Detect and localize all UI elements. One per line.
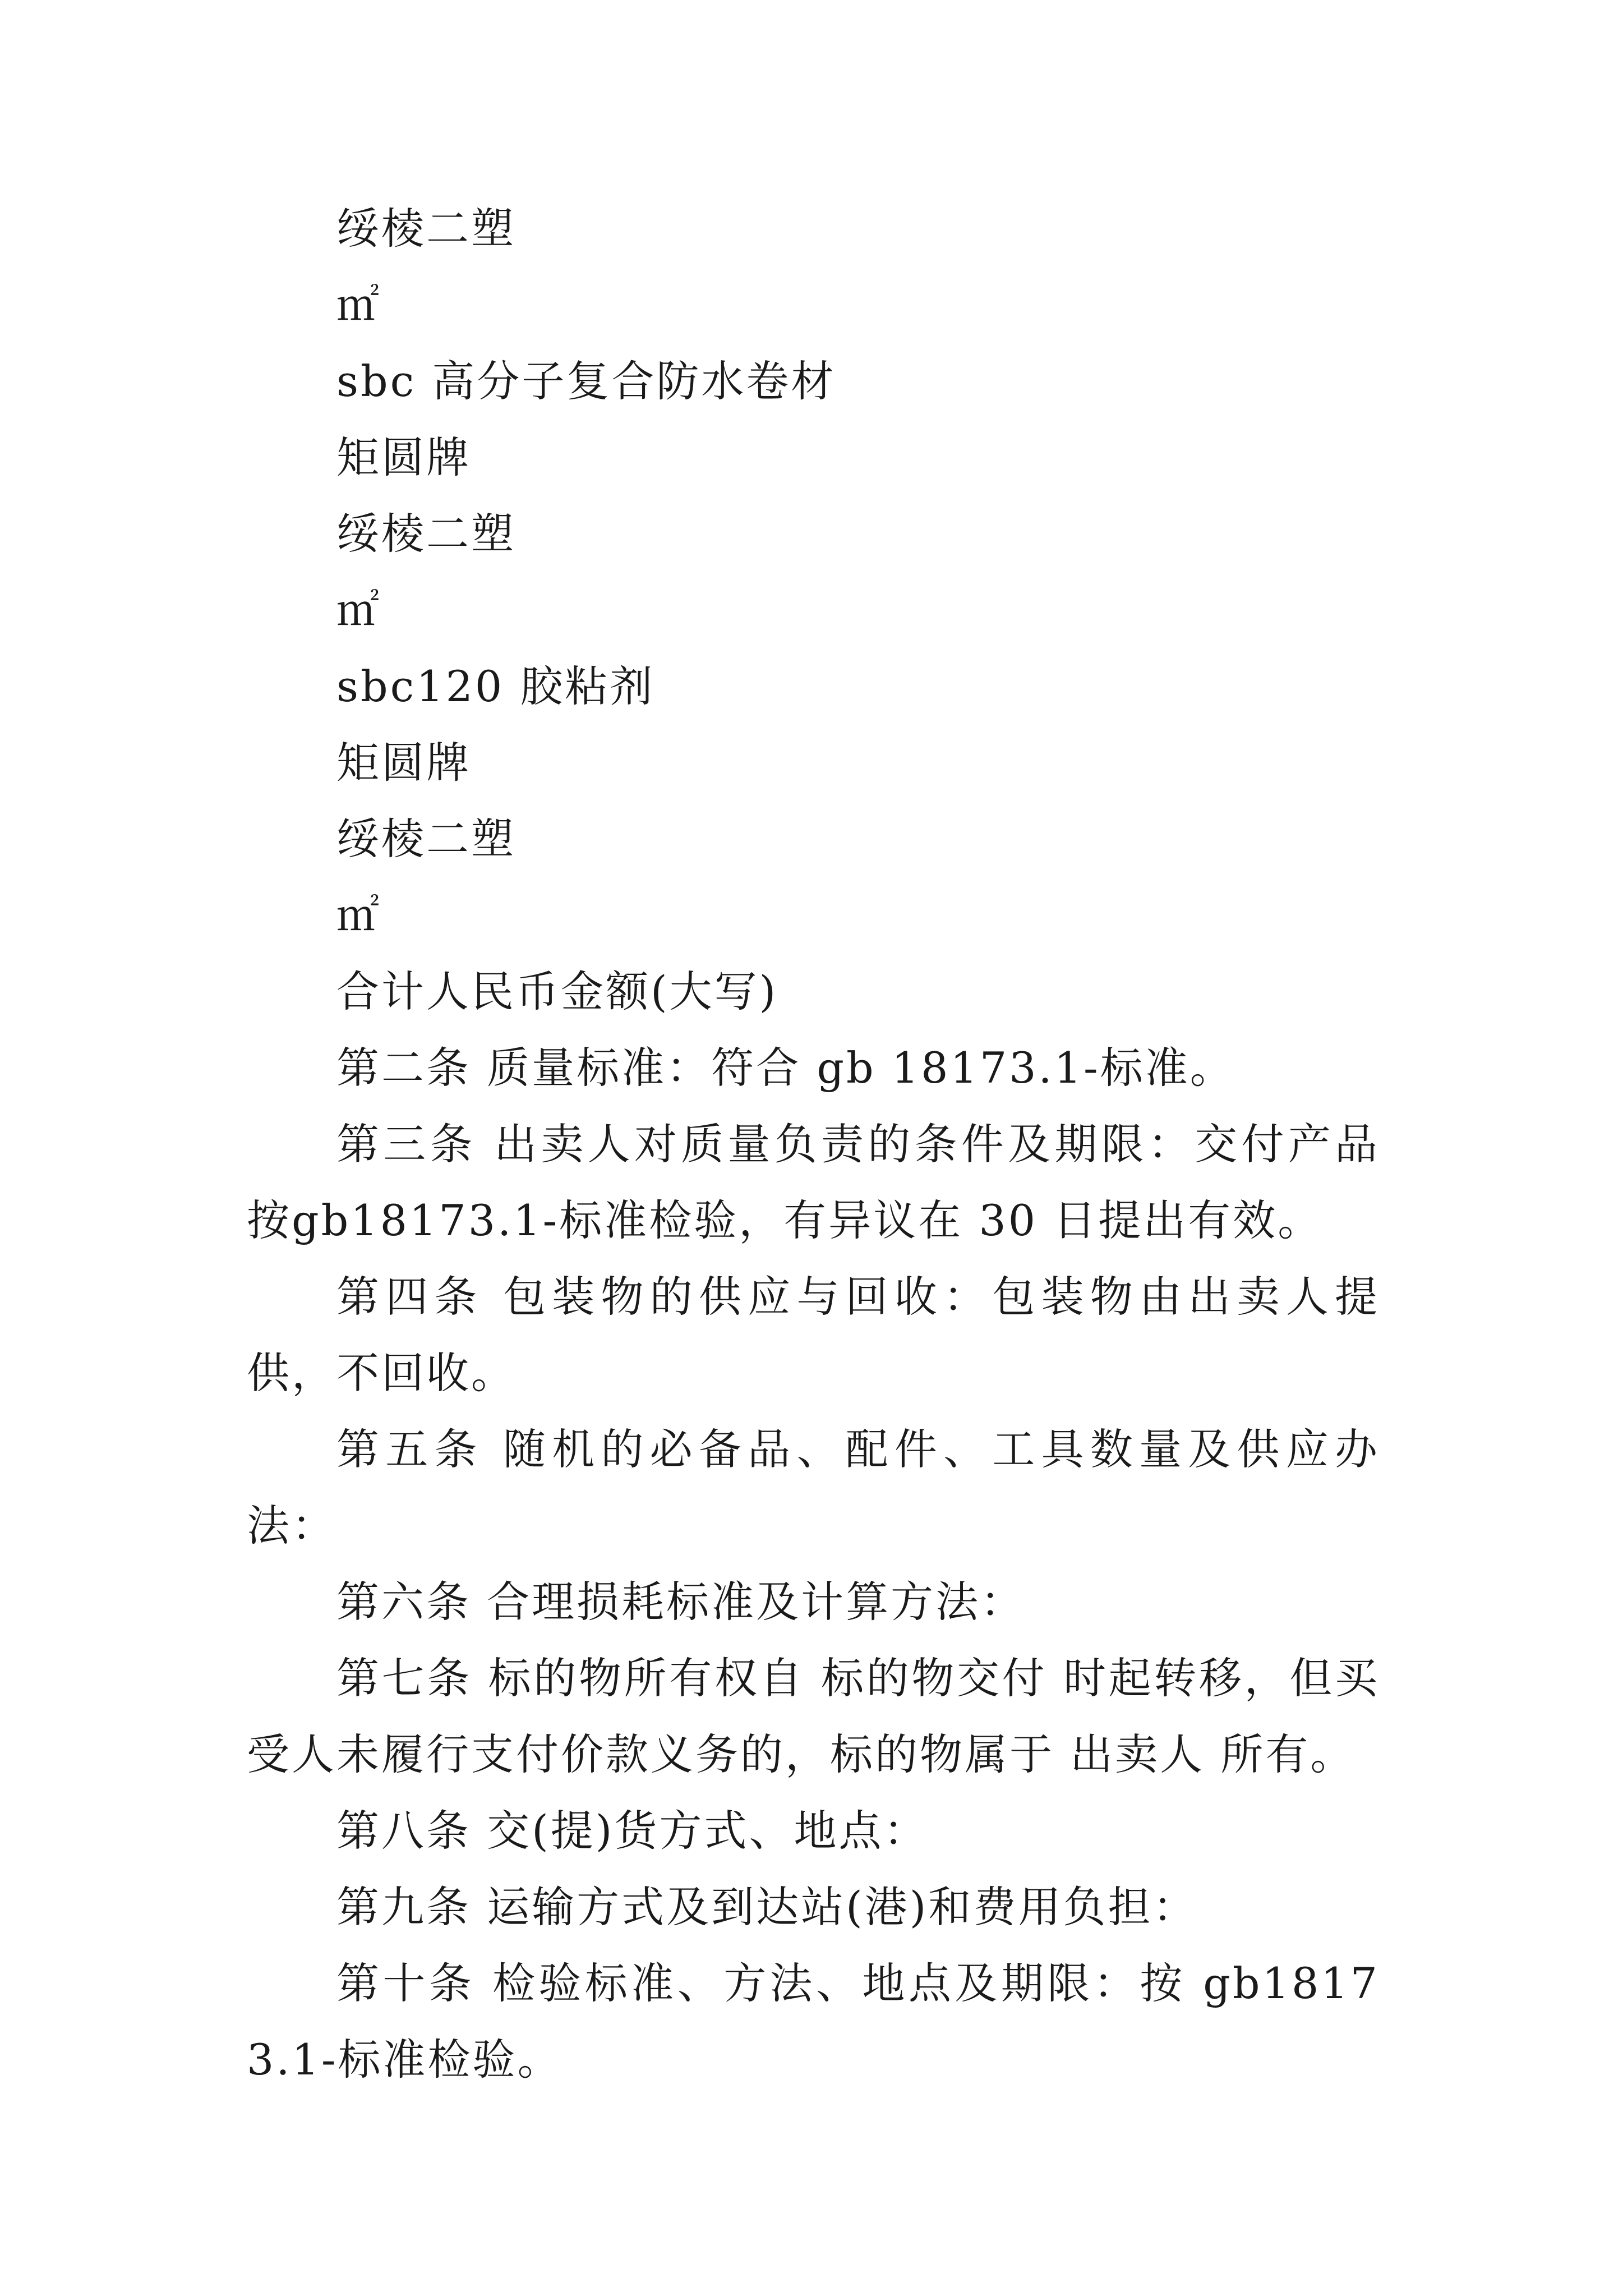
text-line: 合计人民币金额(大写) <box>336 967 778 1016</box>
clause-paragraph: 第二条 质量标准：符合 gb 18173.1-标准。 <box>336 1043 1235 1093</box>
clause-paragraph: 第六条 合理损耗标准及计算方法： <box>336 1577 1026 1627</box>
text-line: ㎡ <box>336 280 381 330</box>
clause-paragraph: 第八条 交(提)货方式、地点： <box>336 1806 929 1856</box>
clause-paragraph: 第九条 运输方式及到达站(港)和费用负担： <box>336 1882 1198 1932</box>
text-line: ㎡ <box>336 890 381 940</box>
text-line: 矩圆牌 <box>336 738 471 788</box>
text-line: 矩圆牌 <box>336 432 471 482</box>
clause-paragraph: 第十条 检验标准、方法、地点及期限：按 gb18173.1-标准检验。 <box>247 1958 1380 2085</box>
clause-paragraph: 第五条 随机的必备品、配件、工具数量及供应办法： <box>247 1424 1380 1550</box>
text-line: 绥棱二塑 <box>336 204 516 254</box>
clause-paragraph: 第四条 包装物的供应与回收：包装物由出卖人提供，不回收。 <box>247 1272 1380 1398</box>
document-body <box>247 191 1380 2098</box>
text-line: ㎡ <box>336 585 381 635</box>
text-line: sbc120 胶粘剂 <box>336 661 655 711</box>
text-line: 绥棱二塑 <box>336 509 516 559</box>
text-line: sbc 高分子复合防水卷材 <box>336 356 836 406</box>
text-line: 绥棱二塑 <box>336 814 516 864</box>
clause-paragraph: 第三条 出卖人对质量负责的条件及期限：交付产品按gb18173.1-标准检验，有异议在 30 日提出有效。 <box>247 1119 1380 1245</box>
clause-paragraph: 第七条 标的物所有权自 标的物交付 时起转移，但买受人未履行支付价款义务的，标的物属于 出卖人 所有。 <box>247 1653 1380 1779</box>
